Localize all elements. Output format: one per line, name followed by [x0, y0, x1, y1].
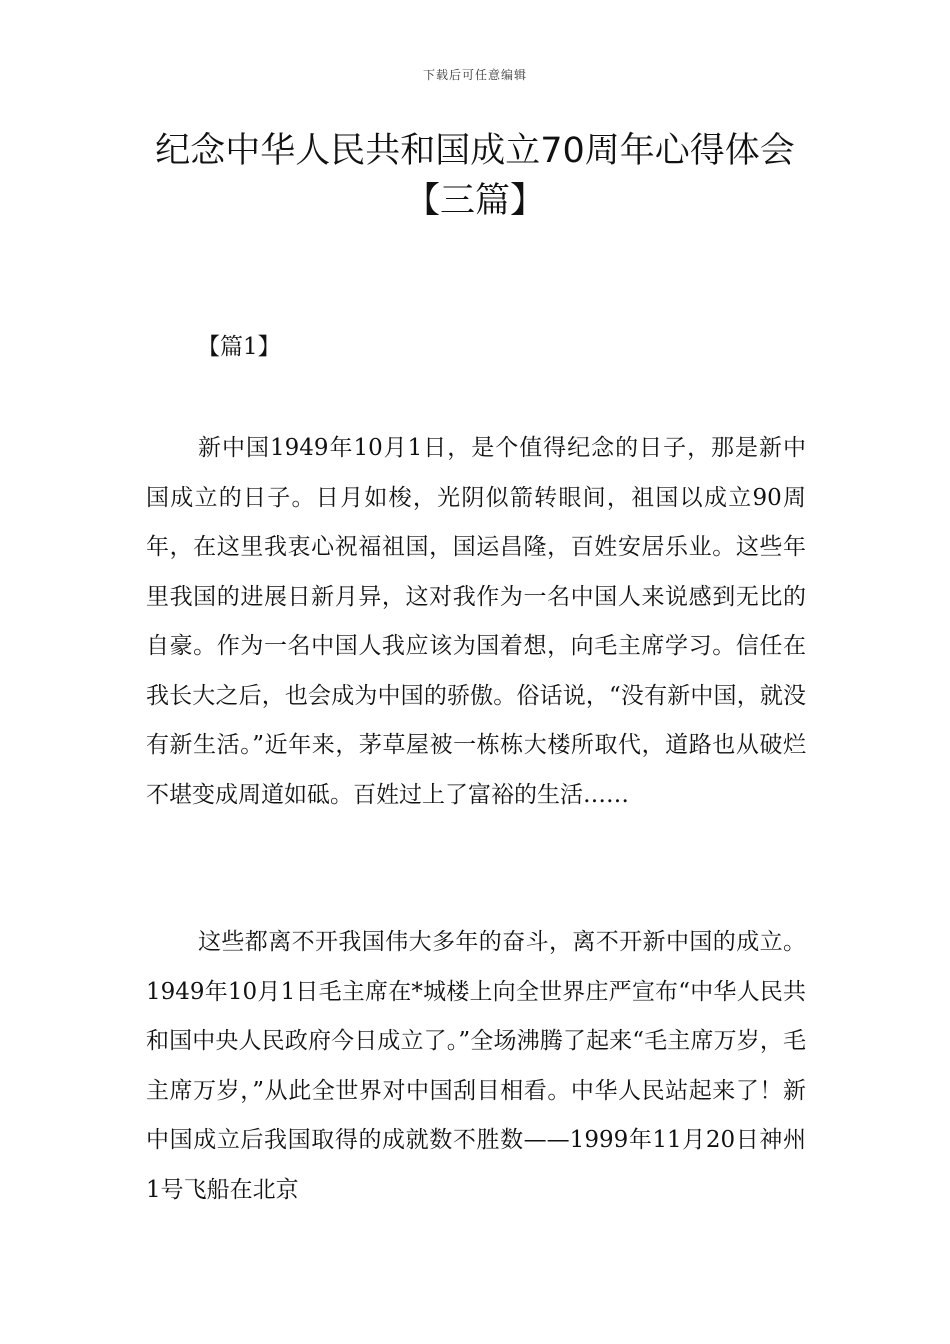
- paragraph: 这些都离不开我国伟大多年的奋斗，离不开新中国的成立。1949年10月1日毛主席在*城楼上向全世界庄严宣布“中华人民共和国中央人民政府今日成立了。”全场沸腾了起来“毛主席万岁，毛主席万岁，”从此全世界对中国刮目相看。中华人民站起来了！新中国成立后我国取得的成就数不胜数——1999年11月20日神州1号飞船在北京: [146, 929, 806, 1203]
- header-note: 下载后可任意编辑: [422, 68, 527, 82]
- document-title: [80, 126, 870, 226]
- title-line-2: 【三篇】: [404, 181, 545, 221]
- section-label: 【篇1】: [197, 334, 281, 360]
- paragraph: 新中国1949年10月1日，是个值得纪念的日子，那是新中国成立的日子。日月如梭，光阴似箭转眼间，祖国以成立90周年，在这里我衷心祝福祖国，国运昌隆，百姓安居乐业。这些年里我国的进展日新月异，这对我作为一名中国人来说感到无比的自豪。作为一名中国人我应该为国着想，向毛主席学习。信任在我长大之后，也会成为中国的骄傲。俗话说，“没有新中国，就没有新生活。”近年来，茅草屋被一栋栋大楼所取代，道路也从破烂不堪变成周道如砥。百姓过上了富裕的生活……: [146, 435, 806, 808]
- title-line-1: 纪念中华人民共和国成立70周年心得体会: [155, 131, 795, 171]
